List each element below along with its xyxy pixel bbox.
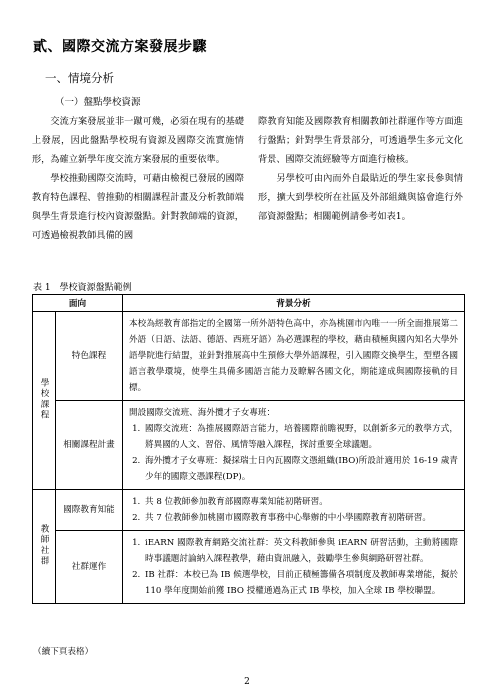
list-item: 2. 共 7 位教師參加桃園市國際教育事務中心舉辦的中小學國際教育初階研習。 (143, 510, 458, 526)
table-row (33, 531, 465, 604)
row-text-competence (123, 490, 465, 531)
row-label-competence: 國際教育知能 (56, 490, 123, 531)
resource-table (32, 294, 465, 604)
group-label: 教師社群 (39, 523, 49, 567)
header-aspect: 面向 (33, 295, 123, 312)
group-label: 學校課程 (39, 377, 49, 421)
table-row (33, 312, 465, 401)
list-item: 2. 海外攬才子女專班：擬採瑞士日內瓦國際文憑組織(IBO)所設計適用於 16-19 歲青少年的國際文憑課程(DP)。 (143, 453, 458, 485)
table-caption: 表 1 學校資源盤點範例 (33, 283, 132, 293)
row-label-plan: 相關課程計畫 (56, 401, 123, 490)
group-teacher-community (33, 490, 56, 604)
row-text-plan (123, 401, 465, 490)
row-text-feature (123, 312, 465, 401)
group-school-course (33, 312, 56, 490)
paragraph: 學校推動國際交流時，可藉由檢視已發展的國際教育特色課程、曾推動的相關課程計畫及分析教師端與學生背景進行校內資源盤點。針對教師端的資源，可透過檢視教師具備的國 (32, 173, 244, 241)
table-row (33, 490, 465, 531)
table-row (33, 401, 465, 490)
page-number: 2 (244, 677, 250, 687)
list-item: 1. 共 8 位教師參加教育部國際專業知能初階研習。 (143, 494, 458, 510)
body-column-right (258, 112, 463, 226)
chapter-heading: 貳、國際交流方案發展步驟 (33, 39, 207, 55)
row-intro: 開設國際交流班、海外攬才子女專班： (129, 408, 276, 418)
row-text: 本校為經教育部指定的全國第一所外語特色高中，亦為桃園市內唯一一所全面推展第二外語（日語、法語、德語、西班牙語）為必選課程的學校，藉由積極與國內知名大學外語學院進行結盟，並針對推展高中生預修大學外語課程，引入國際交換學生，型塑各國語言教學環境，使學生具備多國語言能力及瞭解各國文化，期能達成與國際接軌的目標。 (129, 319, 458, 393)
paragraph: 另學校可由內而外自最貼近的學生家長參與情形，擴大到學校所在社區及外部組織與協會進行外部資源盤點；相關範例請參考如表1。 (258, 173, 463, 222)
row-label-feature: 特色課程 (56, 312, 123, 401)
paragraph: 交流方案發展並非一蹴可幾，必須在現有的基礎上發展，因此盤點學校現有資源及國際交流實施情形，為確立新學年度交流方案發展的重要依準。 (32, 116, 244, 165)
list-item: 2. IB 社群：本校已為 IB 候選學校，目前正積極籌備各項制度及教師專業增能，擬於 110 學年度開始前獲 IBO 授權通過為正式 IB 學校，加入全球 IB 學校聯盟。 (143, 567, 458, 599)
subsection-heading: （一）盤點學校資源 (55, 97, 141, 108)
header-analysis: 背景分析 (123, 295, 465, 312)
row-text-community (123, 531, 465, 604)
section-heading: 一、情境分析 (45, 71, 114, 85)
list-item: 1. 國際交流班：為推展國際語言能力，培養國際前瞻視野，以創新多元的教學方式，將異國的人文、習俗、風情等融入課程，探討重要全球議題。 (143, 421, 458, 453)
list-item: 1. iEARN 國際教育網路交流社群：英文科教師參與 iEARN 研習活動，主動將國際時事議題討論納入課程教學，藉由資訊融入，鼓勵學生參與網路研習社群。 (143, 535, 458, 567)
table-header-row (33, 295, 465, 312)
paragraph: 際教育知能及國際教育相關教師社群運作等方面進行盤點；針對學生背景部分，可透過學生多元文化背景、國際交流經驗等方面進行檢核。 (258, 116, 463, 165)
body-column-left (32, 112, 244, 245)
continued-note: （續下頁表格） (33, 647, 94, 657)
row-label-community: 社群運作 (56, 531, 123, 604)
